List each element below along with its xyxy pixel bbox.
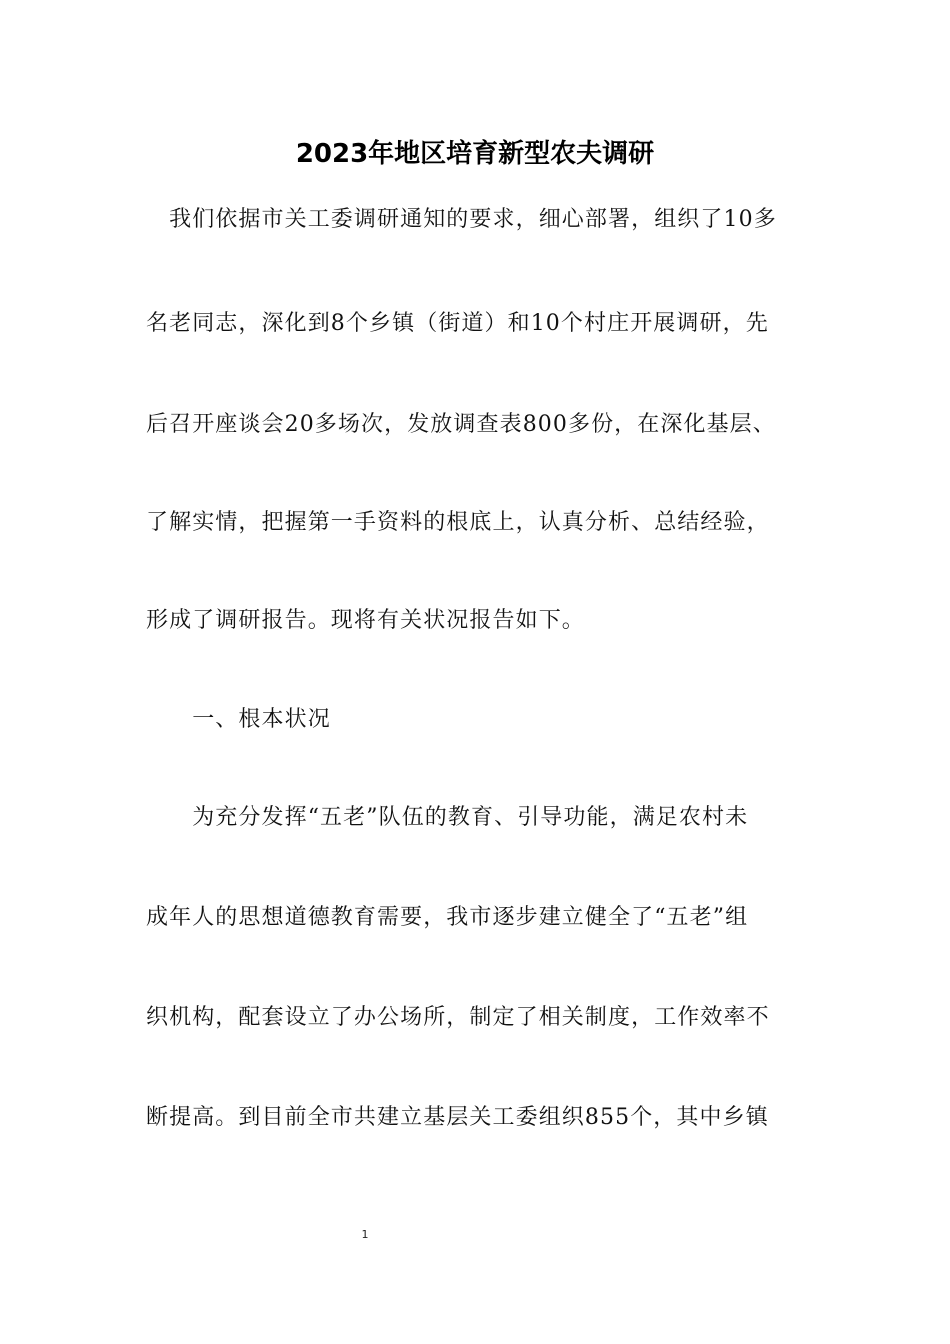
paragraph-line: 我们依据市关工委调研通知的要求，细心部署，组织了10多 [146,207,777,232]
paragraph-line: 断提高。到目前全市共建立基层关工委组织855个，其中乡镇 [146,1105,769,1130]
document-title: 2023年地区培育新型农夫调研 [295,139,655,169]
paragraph-line: 后召开座谈会20多场次，发放调查表800多份，在深化基层、 [146,412,776,437]
paragraph-line: 了解实情，把握第一手资料的根底上，认真分析、总结经验， [146,510,770,535]
page-number: 1 [361,1228,369,1241]
paragraph-line: 织机构，配套设立了办公场所，制定了相关制度，工作效率不 [146,1005,770,1030]
section-heading: 一、根本状况 [146,707,331,732]
paragraph-line: 成年人的思想道德教育需要，我市逐步建立健全了“五老”组 [146,905,749,930]
paragraph-line: 为充分发挥“五老”队伍的教育、引导功能，满足农村未 [146,805,749,830]
paragraph-line: 形成了调研报告。现将有关状况报告如下。 [146,608,585,633]
paragraph-line: 名老同志，深化到8个乡镇（街道）和10个村庄开展调研，先 [146,311,769,336]
